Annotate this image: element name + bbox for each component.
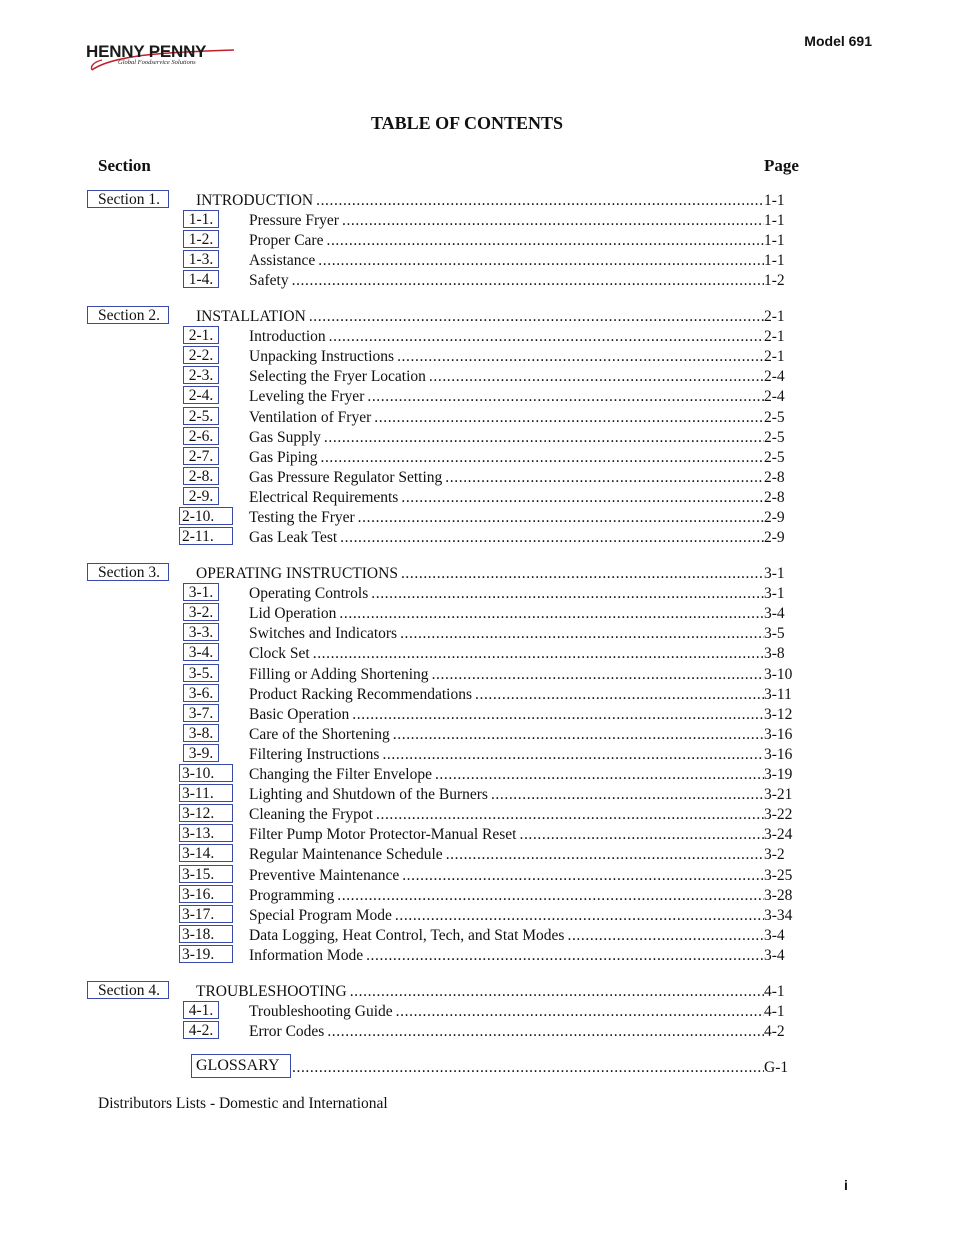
subsection-link[interactable]: 3-2. (183, 603, 219, 621)
subsection-page: 3-4 (764, 946, 785, 964)
dot-leader (352, 705, 764, 725)
subsection-entry (249, 584, 764, 604)
subsection-page: 3-4 (764, 926, 785, 944)
dot-leader (326, 231, 764, 251)
subsection-title: Testing the Fryer (249, 508, 358, 528)
subsection-link[interactable]: 2-3. (183, 366, 219, 384)
dot-leader (327, 1022, 764, 1042)
dot-leader (396, 1002, 764, 1022)
subsection-entry (249, 765, 764, 785)
subsection-title: Preventive Maintenance (249, 866, 402, 886)
section-entry (196, 191, 764, 211)
section-page: 2-1 (764, 308, 785, 325)
subsection-title: Information Mode (249, 946, 366, 966)
subsection-row (0, 745, 954, 765)
dot-leader (329, 327, 764, 347)
subsection-title: Ventilation of Fryer (249, 408, 374, 428)
subsection-entry (249, 428, 764, 448)
section-title: INSTALLATION (196, 307, 309, 327)
subsection-entry (249, 508, 764, 528)
dot-leader (318, 251, 764, 271)
subsection-row (0, 367, 954, 387)
subsection-entry (249, 211, 764, 231)
model-number: Model 691 (804, 33, 872, 49)
subsection-link[interactable]: 3-15. (179, 865, 233, 883)
subsection-page: 3-8 (764, 645, 785, 663)
subsection-link[interactable]: 2-2. (183, 346, 219, 364)
section-title: OPERATING INSTRUCTIONS (196, 564, 401, 584)
logo-brand-text: HENNY PENNY (86, 42, 207, 61)
subsection-entry (249, 327, 764, 347)
subsection-row (0, 408, 954, 428)
subsection-link[interactable]: 3-3. (183, 623, 219, 641)
subsection-page: 3-21 (764, 786, 793, 804)
subsection-link[interactable]: 2-1. (183, 326, 219, 344)
subsection-entry (249, 926, 764, 946)
subsection-row (0, 906, 954, 926)
subsection-page: 2-9 (764, 509, 785, 526)
dot-leader (445, 468, 764, 488)
section-title: TROUBLESHOOTING (196, 982, 350, 1002)
glossary-page: G-1 (764, 1059, 789, 1076)
subsection-title: Care of the Shortening (249, 725, 393, 745)
subsection-entry (249, 528, 764, 548)
subsection-row (0, 468, 954, 488)
subsection-entry (249, 725, 764, 745)
dot-leader (519, 825, 764, 845)
subsection-row (0, 886, 954, 906)
subsection-link[interactable]: 3-4. (183, 643, 219, 661)
dot-leader (382, 745, 764, 765)
subsection-row (0, 665, 954, 685)
subsection-entry (249, 745, 764, 765)
subsection-entry (249, 408, 764, 428)
dot-leader (324, 428, 764, 448)
subsection-entry (249, 448, 764, 468)
subsection-page: 3-2 (764, 846, 785, 864)
subsection-title: Basic Operation (249, 705, 352, 725)
subsection-page: 1-1 (764, 212, 785, 230)
dot-leader (292, 1058, 764, 1078)
dot-leader (339, 604, 764, 624)
subsection-title: Special Program Mode (249, 906, 395, 926)
subsection-page: 2-4 (764, 388, 785, 406)
subsection-page: 4-2 (764, 1023, 785, 1041)
section-link[interactable]: Section 1. (87, 190, 169, 208)
subsection-entry (249, 805, 764, 825)
subsection-link[interactable]: 3-16. (179, 885, 233, 903)
subsection-entry (249, 866, 764, 886)
dot-leader (366, 946, 764, 966)
subsection-page: 2-5 (764, 448, 785, 466)
subsection-link[interactable]: 3-12. (179, 804, 233, 822)
subsection-entry (249, 785, 764, 805)
subsection-title: Product Racking Recommendations (249, 685, 475, 705)
subsection-row (0, 926, 954, 946)
subsection-row (0, 725, 954, 745)
glossary-row (0, 1058, 954, 1078)
subsection-entry (249, 251, 764, 271)
page-title: TABLE OF CONTENTS (370, 113, 564, 133)
dot-leader (567, 926, 764, 946)
subsection-row (0, 387, 954, 407)
subsection-title: Filter Pump Motor Protector-Manual Reset (249, 825, 519, 845)
subsection-entry (249, 468, 764, 488)
subsection-page: 3-11 (764, 685, 792, 703)
subsection-row (0, 488, 954, 508)
subsection-row (0, 845, 954, 865)
subsection-page: 3-1 (764, 585, 785, 603)
subsection-entry (249, 886, 764, 906)
subsection-row (0, 1002, 954, 1022)
subsection-row (0, 528, 954, 548)
subsection-link[interactable]: 3-18. (179, 925, 233, 943)
subsection-entry (249, 845, 764, 865)
subsection-page: 3-28 (764, 886, 793, 904)
subsection-link[interactable]: 3-13. (179, 824, 233, 842)
subsection-row (0, 644, 954, 664)
dot-leader (367, 387, 764, 407)
subsection-row (0, 231, 954, 251)
subsection-link[interactable]: 2-11. (179, 527, 233, 545)
subsection-title: Assistance (249, 251, 318, 271)
section-entry (196, 307, 764, 327)
dot-leader (402, 866, 764, 886)
subsection-title: Operating Controls (249, 584, 371, 604)
subsection-page: 2-1 (764, 348, 785, 366)
subsection-title: Pressure Fryer (249, 211, 342, 231)
dot-leader (400, 624, 764, 644)
subsection-title: Selecting the Fryer Location (249, 367, 429, 387)
subsection-link[interactable]: 3-17. (179, 905, 233, 923)
subsection-entry (249, 1022, 764, 1042)
subsection-page: 1-1 (764, 252, 785, 270)
subsection-row (0, 271, 954, 291)
subsection-entry (249, 271, 764, 291)
subsection-page: 3-22 (764, 806, 793, 824)
dot-leader (340, 528, 764, 548)
subsection-link[interactable]: 3-14. (179, 844, 233, 862)
dot-leader (446, 845, 764, 865)
section-link[interactable]: Section 3. (87, 563, 169, 581)
subsection-row (0, 705, 954, 725)
subsection-entry (249, 946, 764, 966)
subsection-page: 4-1 (764, 1003, 785, 1021)
subsection-title: Cleaning the Frypot (249, 805, 376, 825)
subsection-link[interactable]: 1-4. (183, 270, 219, 288)
subsection-page: 3-19 (764, 766, 793, 783)
section-link[interactable]: Section 2. (87, 306, 169, 324)
subsection-title: Introduction (249, 327, 329, 347)
subsection-row (0, 765, 954, 785)
subsection-title: Clock Set (249, 644, 313, 664)
subsection-title: Gas Leak Test (249, 528, 340, 548)
subsection-title: Filtering Instructions (249, 745, 382, 765)
subsection-link[interactable]: 3-1. (183, 583, 219, 601)
subsection-title: Troubleshooting Guide (249, 1002, 396, 1022)
subsection-page: 3-25 (764, 866, 793, 884)
subsection-page: 1-2 (764, 272, 785, 290)
subsection-link[interactable]: 2-4. (183, 386, 219, 404)
dot-leader (393, 725, 764, 745)
glossary-link[interactable]: GLOSSARY (191, 1054, 291, 1078)
subsection-title: Programming (249, 886, 337, 906)
logo-tagline: Global Foodservice Solutions (118, 59, 196, 66)
subsection-title: Lid Operation (249, 604, 339, 624)
subsection-page: 3-4 (764, 605, 785, 623)
dot-leader (376, 805, 764, 825)
subsection-link[interactable]: 3-7. (183, 704, 219, 722)
dot-leader (435, 765, 764, 785)
subsection-title: Filling or Adding Shortening (249, 665, 432, 685)
subsection-link[interactable]: 1-3. (183, 250, 219, 268)
subsection-link[interactable]: 2-9. (183, 487, 219, 505)
dot-leader (429, 367, 764, 387)
subsection-row (0, 584, 954, 604)
dot-leader (350, 982, 764, 1002)
subsection-row (0, 347, 954, 367)
subsection-title: Regular Maintenance Schedule (249, 845, 446, 865)
subsection-page: 3-12 (764, 705, 793, 723)
subsection-page: 3-5 (764, 625, 785, 643)
subsection-entry (249, 367, 764, 387)
section-link[interactable]: Section 4. (87, 981, 169, 999)
dot-leader (432, 665, 764, 685)
dot-leader (397, 347, 764, 367)
subsection-row (0, 825, 954, 845)
subsection-entry (249, 644, 764, 664)
subsection-title: Data Logging, Heat Control, Tech, and Stat Modes (249, 926, 567, 946)
subsection-link[interactable]: 4-2. (183, 1021, 219, 1039)
subsection-page: 2-5 (764, 428, 785, 446)
dot-leader (475, 685, 764, 705)
subsection-title: Changing the Filter Envelope (249, 765, 435, 785)
subsection-link[interactable]: 2-10. (179, 507, 233, 525)
subsection-page: 3-24 (764, 826, 793, 844)
subsection-entry (249, 624, 764, 644)
section-entry (196, 564, 764, 584)
subsection-title: Switches and Indicators (249, 624, 400, 644)
subsection-title: Leveling the Fryer (249, 387, 367, 407)
page-number: i (844, 1177, 848, 1193)
subsection-row (0, 866, 954, 886)
subsection-page: 2-1 (764, 328, 785, 346)
dot-leader (395, 906, 764, 926)
section-page: 4-1 (764, 983, 785, 1000)
dot-leader (401, 564, 764, 584)
subsection-entry (249, 231, 764, 251)
subsection-page: 2-4 (764, 368, 785, 386)
section-title: INTRODUCTION (196, 191, 316, 211)
subsection-row (0, 448, 954, 468)
subsection-entry (249, 604, 764, 624)
subsection-title: Gas Piping (249, 448, 320, 468)
page-column-header: Page (764, 156, 799, 175)
subsection-page: 3-16 (764, 725, 793, 743)
subsection-link[interactable]: 2-7. (183, 447, 219, 465)
section-row (0, 307, 954, 327)
dot-leader (374, 408, 764, 428)
subsection-link[interactable]: 1-1. (183, 210, 219, 228)
section-row (0, 191, 954, 211)
subsection-page: 3-10 (764, 665, 793, 683)
subsection-row (0, 428, 954, 448)
subsection-title: Electrical Requirements (249, 488, 401, 508)
section-row (0, 564, 954, 584)
subsection-link[interactable]: 3-10. (179, 764, 233, 782)
subsection-page: 3-34 (764, 906, 793, 924)
subsection-row (0, 805, 954, 825)
subsection-title: Gas Pressure Regulator Setting (249, 468, 445, 488)
subsection-page: 1-1 (764, 232, 785, 250)
subsection-row (0, 685, 954, 705)
subsection-row (0, 624, 954, 644)
subsection-entry (249, 825, 764, 845)
subsection-row (0, 211, 954, 231)
subsection-row (0, 327, 954, 347)
dot-leader (292, 271, 764, 291)
dot-leader (371, 584, 764, 604)
subsection-link[interactable]: 1-2. (183, 230, 219, 248)
subsection-row (0, 946, 954, 966)
subsection-row (0, 785, 954, 805)
subsection-title: Proper Care (249, 231, 326, 251)
subsection-link[interactable]: 2-8. (183, 467, 219, 485)
section-entry (196, 982, 764, 1002)
subsection-page: 2-8 (764, 488, 785, 506)
subsection-entry (249, 665, 764, 685)
section-column-header: Section (98, 156, 151, 175)
subsection-title: Unpacking Instructions (249, 347, 397, 367)
subsection-page: 2-8 (764, 468, 785, 486)
subsection-title: Lighting and Shutdown of the Burners (249, 785, 491, 805)
henny-penny-logo (84, 36, 244, 76)
subsection-page: 2-9 (764, 529, 785, 547)
subsection-entry (249, 347, 764, 367)
dot-leader (309, 307, 764, 327)
subsection-entry (249, 705, 764, 725)
subsection-entry (249, 387, 764, 407)
subsection-entry (249, 488, 764, 508)
dot-leader (401, 488, 764, 508)
dot-leader (491, 785, 764, 805)
subsection-link[interactable]: 2-6. (183, 427, 219, 445)
subsection-row (0, 1022, 954, 1042)
subsection-link[interactable]: 2-5. (183, 407, 219, 425)
section-row (0, 982, 954, 1002)
section-page: 1-1 (764, 192, 785, 209)
dot-leader (313, 644, 764, 664)
subsection-page: 2-5 (764, 408, 785, 426)
dot-leader (358, 508, 764, 528)
subsection-page: 3-16 (764, 745, 793, 763)
dot-leader (337, 886, 764, 906)
subsection-title: Gas Supply (249, 428, 324, 448)
subsection-link[interactable]: 3-19. (179, 945, 233, 963)
dot-leader (320, 448, 764, 468)
section-page: 3-1 (764, 565, 785, 582)
subsection-row (0, 604, 954, 624)
subsection-entry (249, 685, 764, 705)
subsection-title: Error Codes (249, 1022, 327, 1042)
subsection-row (0, 251, 954, 271)
subsection-link[interactable]: 3-5. (183, 664, 219, 682)
subsection-link[interactable]: 3-6. (183, 684, 219, 702)
subsection-link[interactable]: 3-11. (179, 784, 233, 802)
subsection-link[interactable]: 3-8. (183, 724, 219, 742)
subsection-title: Safety (249, 271, 292, 291)
subsection-entry (249, 906, 764, 926)
subsection-link[interactable]: 3-9. (183, 744, 219, 762)
subsection-link[interactable]: 4-1. (183, 1001, 219, 1019)
dot-leader (316, 191, 764, 211)
glossary-entry (292, 1058, 764, 1078)
subsection-entry (249, 1002, 764, 1022)
distributors-note: Distributors Lists - Domestic and International (98, 1095, 388, 1112)
dot-leader (342, 211, 764, 231)
subsection-row (0, 508, 954, 528)
